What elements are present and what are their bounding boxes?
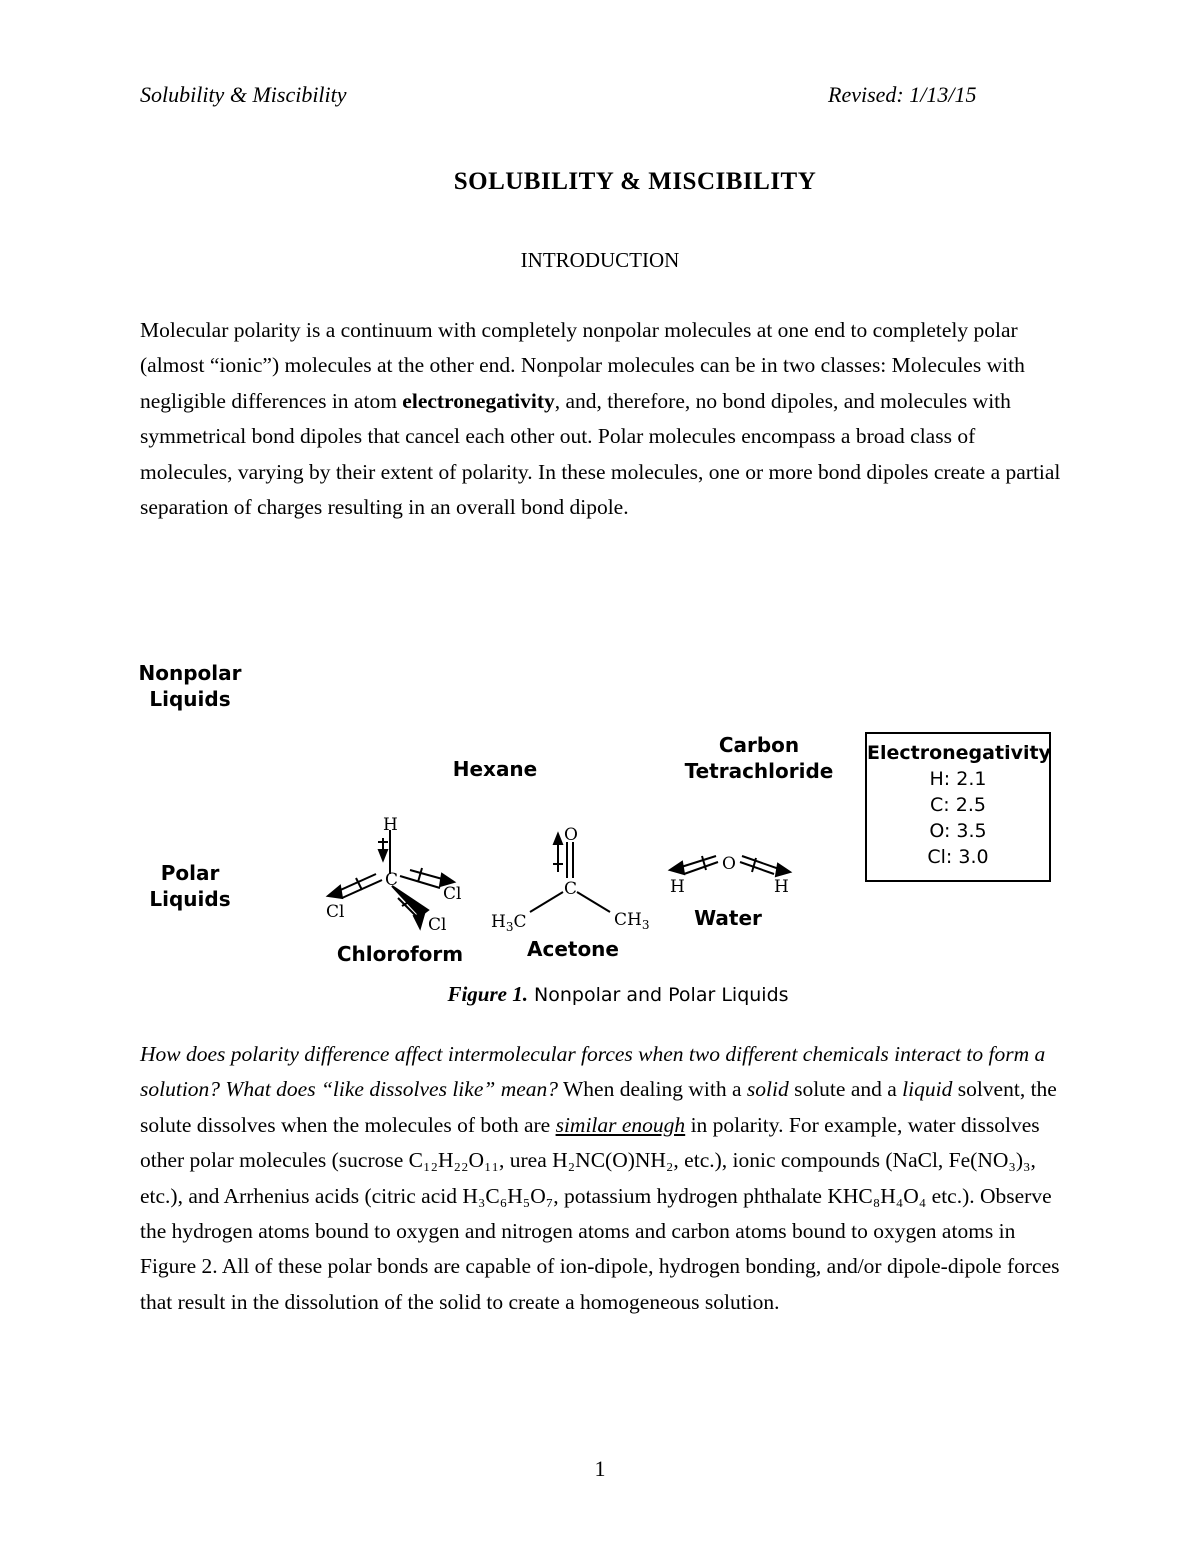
acetone-structure — [530, 834, 610, 912]
liquid-term: liquid — [902, 1077, 953, 1102]
intro-text-1: Molecular polarity is a continuum with completely nonpolar molecules at one end to completely polar (almost “ionic”) molecules at the other end. Nonpolar molecules can be in two classes: Molecules with negligible differences in atom — [140, 318, 1025, 413]
ccl4-label-line2: Tetrachloride — [684, 759, 834, 783]
chloroform-label: Chloroform — [336, 942, 464, 966]
chloroform-atom-cl: Cl — [428, 915, 447, 935]
water-atom-h: H — [774, 877, 789, 897]
nonpolar-label-line1: Nonpolar — [138, 661, 242, 685]
body-paragraph-2 — [140, 1037, 1070, 1320]
nonpolar-liquids-label — [120, 660, 260, 712]
figure-caption-label: Figure 1. — [447, 982, 528, 1006]
acetone-atom-c: C — [564, 879, 578, 899]
section-heading-text: INTRODUCTION — [520, 248, 680, 272]
acetone-atom-o: O — [564, 825, 578, 845]
figure-caption-text: Nonpolar and Polar Liquids — [527, 984, 789, 1006]
polar-liquids-label — [120, 860, 260, 912]
page-title: SOLUBILITY & MISCIBILITY — [453, 168, 817, 195]
ccl4-label — [670, 732, 848, 784]
similar-enough-term: similar enough — [555, 1112, 686, 1137]
hexane-label: Hexane — [452, 757, 538, 781]
p2-text-3: solvent, the solute dissolves when the molecules of both are — [140, 1077, 1057, 1137]
figure-1-caption — [0, 982, 1200, 1007]
chloroform-atom-cl: Cl — [443, 884, 462, 904]
section-heading — [0, 248, 1200, 273]
electronegativity-cl: Cl: 3.0 — [927, 846, 989, 868]
intro-paragraph — [140, 313, 1070, 525]
electronegativity-term: electronegativity — [402, 388, 555, 413]
running-header-left: Solubility & Miscibility — [140, 82, 347, 107]
p2-text-4: in polarity. For example, water dissolves other polar molecules (sucrose C₁₂H₂₂O₁₁, urea H₂NC(O)NH₂, etc.), ionic compounds (NaCl, Fe(NO₃)₃, etc.), and Arrhenius acids (citric acid H₃C₆H₅O₇, potassium hydrogen phthalate KHC₈H₄O₄ etc.). Observe the hydrogen atoms bound to oxygen and nitrogen atoms and carbon atoms bound to oxygen atoms in Figure 2. All of these polar bonds are capable of ion-dipole, hydrogen bonding, and/or dipole-dipole forces that result in the dissolution of the solid to create a homogeneous solution. — [140, 1112, 1060, 1314]
acetone-methyl-left: $H_3C$ — [491, 912, 527, 934]
nonpolar-label-line2: Liquids — [149, 687, 231, 711]
electronegativity-table — [865, 732, 1051, 882]
acetone-label: Acetone — [526, 937, 619, 961]
ccl4-label-line1: Carbon — [718, 733, 800, 757]
water-atom-h: H — [670, 877, 685, 897]
chloroform-atom-h: H — [383, 815, 398, 835]
chloroform-atom-cl: Cl — [326, 902, 345, 922]
electronegativity-o: O: 3.5 — [929, 820, 987, 842]
electronegativity-title: Electronegativity — [867, 742, 1051, 764]
chloroform-atom-c: C — [385, 870, 399, 890]
guiding-question: How does polarity difference affect intermolecular forces when two different chemicals interact to form a solution? What does “like dissolves like” mean? — [140, 1042, 1046, 1102]
water-atom-o: O — [722, 854, 736, 874]
p2-text-1: When dealing with a — [558, 1077, 747, 1102]
polar-label-line2: Liquids — [149, 887, 231, 911]
electronegativity-h: H: 2.1 — [929, 768, 987, 790]
solid-term: solid — [746, 1077, 789, 1102]
intro-text-2: , and, therefore, no bond dipoles, and molecules with symmetrical bond dipoles that cancel each other out. Polar molecules encompass a broad class of molecules, varying by their extent of polarity. In these molecules, one or more bond dipoles create a partial separation of charges resulting in an overall bond dipole. — [140, 388, 1061, 520]
acetone-methyl-right: $CH_3$ — [614, 910, 650, 932]
water-label: Water — [694, 906, 762, 930]
polar-label-line1: Polar — [160, 861, 220, 885]
p2-text-2: solute and a — [788, 1077, 903, 1102]
electronegativity-c: C: 2.5 — [930, 794, 986, 816]
running-header-revision: Revised: 1/13/15 — [828, 82, 977, 107]
page-number: 1 — [594, 1456, 606, 1481]
